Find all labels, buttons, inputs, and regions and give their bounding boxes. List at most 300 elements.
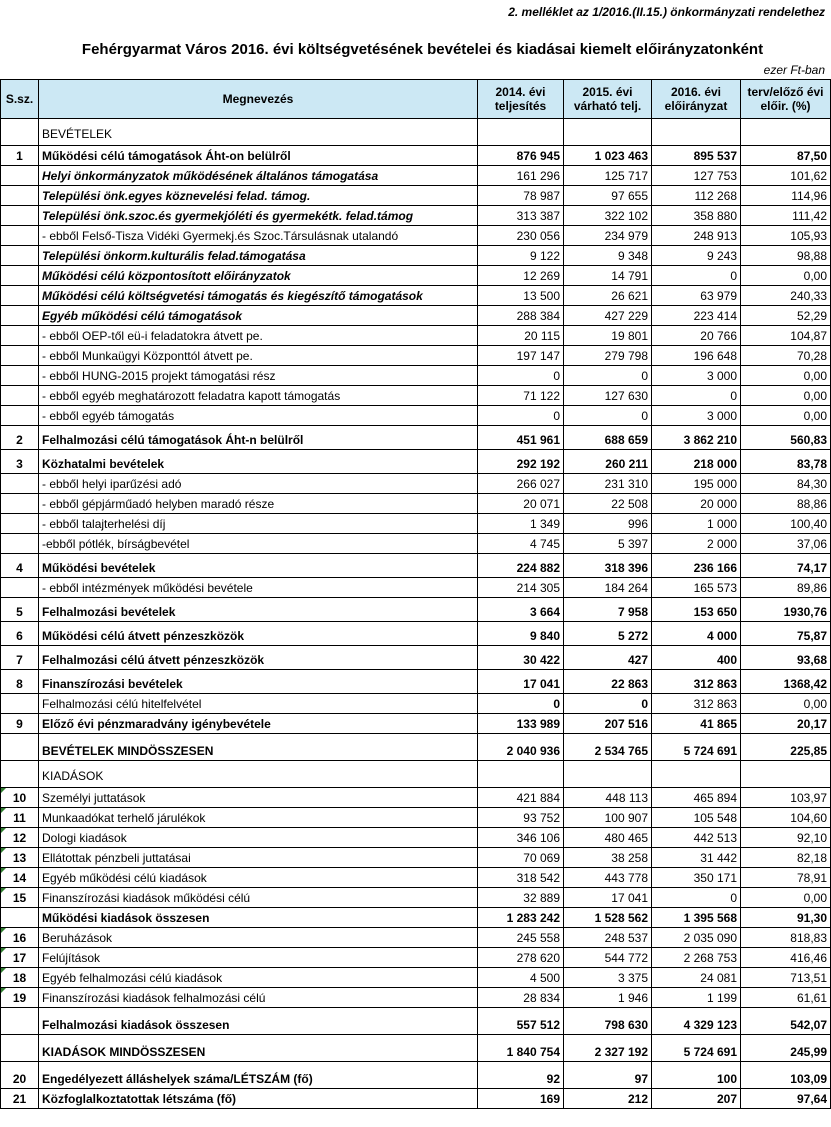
value-2015-cell[interactable]: 3 375 <box>564 968 652 988</box>
row-label-cell[interactable]: Egyéb működési célú támogatások <box>39 306 478 326</box>
row-label-cell[interactable]: Települési önk.egyes köznevelési felad. támog. <box>39 186 478 206</box>
row-label-cell[interactable]: - ebből OEP-től eü-i feladatokra átvett pe. <box>39 326 478 346</box>
value-2016-cell[interactable]: 165 573 <box>652 578 741 598</box>
row-label-cell[interactable]: Ellátottak pénzbeli juttatásai <box>39 848 478 868</box>
value-2016-cell[interactable]: 4 329 123 <box>652 1008 741 1035</box>
row-number-cell[interactable]: 8 <box>1 670 39 694</box>
value-2016-cell[interactable]: 195 000 <box>652 474 741 494</box>
ratio-cell[interactable]: 52,29 <box>741 306 831 326</box>
row-number-cell[interactable]: 12 <box>1 828 39 848</box>
value-2015-cell[interactable]: 22 508 <box>564 494 652 514</box>
table-row <box>1 1089 831 1109</box>
value-2015-cell[interactable]: 1 023 463 <box>564 146 652 166</box>
ratio-cell[interactable]: 114,96 <box>741 186 831 206</box>
ratio-cell[interactable]: 20,17 <box>741 714 831 734</box>
row-number-cell[interactable] <box>1 386 39 406</box>
ratio-cell[interactable]: 98,88 <box>741 246 831 266</box>
value-2015-cell[interactable]: 279 798 <box>564 346 652 366</box>
row-label-cell[interactable]: Munkaadókat terhelő járulékok <box>39 808 478 828</box>
ratio-cell[interactable]: 82,18 <box>741 848 831 868</box>
row-label-cell[interactable]: Engedélyezett álláshelyek száma/LÉTSZÁM (fő) <box>39 1062 478 1089</box>
row-number-cell[interactable] <box>1 1035 39 1062</box>
table-row <box>1 988 831 1008</box>
value-2016-cell[interactable]: 312 863 <box>652 670 741 694</box>
value-2014-cell[interactable] <box>478 761 564 788</box>
value-2015-cell[interactable]: 26 621 <box>564 286 652 306</box>
value-2014-cell[interactable]: 2 040 936 <box>478 734 564 761</box>
row-number-cell[interactable] <box>1 908 39 928</box>
row-number-cell[interactable] <box>1 306 39 326</box>
row-number-cell[interactable]: 3 <box>1 450 39 474</box>
row-number-cell[interactable]: 7 <box>1 646 39 670</box>
value-2015-cell[interactable]: 248 537 <box>564 928 652 948</box>
value-2015-cell[interactable]: 1 528 562 <box>564 908 652 928</box>
value-2016-cell[interactable]: 112 268 <box>652 186 741 206</box>
ratio-cell[interactable]: 103,09 <box>741 1062 831 1089</box>
ratio-cell[interactable]: 0,00 <box>741 266 831 286</box>
ratio-cell[interactable] <box>741 761 831 788</box>
ratio-cell[interactable]: 0,00 <box>741 888 831 908</box>
ratio-cell[interactable]: 1930,76 <box>741 598 831 622</box>
value-2016-cell[interactable]: 153 650 <box>652 598 741 622</box>
value-2014-cell[interactable]: 20 071 <box>478 494 564 514</box>
value-2015-cell[interactable] <box>564 119 652 146</box>
ratio-cell[interactable]: 1368,42 <box>741 670 831 694</box>
value-2014-cell[interactable]: 12 269 <box>478 266 564 286</box>
row-label-cell[interactable]: - ebből Felső-Tisza Vidéki Gyermekj.és Szoc.Társulásnak utalandó <box>39 226 478 246</box>
row-label-cell[interactable]: Felhalmozási célú hitelfelvétel <box>39 694 478 714</box>
value-2016-cell[interactable]: 2 000 <box>652 534 741 554</box>
ratio-cell[interactable]: 93,68 <box>741 646 831 670</box>
value-2015-cell[interactable]: 427 229 <box>564 306 652 326</box>
value-2014-cell[interactable]: 70 069 <box>478 848 564 868</box>
value-2014-cell[interactable]: 28 834 <box>478 988 564 1008</box>
value-2016-cell[interactable]: 196 648 <box>652 346 741 366</box>
header-ssz[interactable]: S.sz. <box>1 80 39 119</box>
value-2014-cell[interactable]: 266 027 <box>478 474 564 494</box>
value-2016-cell[interactable]: 236 166 <box>652 554 741 578</box>
value-2016-cell[interactable]: 2 035 090 <box>652 928 741 948</box>
row-label-cell[interactable]: - ebből HUNG-2015 projekt támogatási rész <box>39 366 478 386</box>
ratio-cell[interactable]: 100,40 <box>741 514 831 534</box>
ratio-cell[interactable]: 61,61 <box>741 988 831 1008</box>
value-2016-cell[interactable]: 442 513 <box>652 828 741 848</box>
value-2016-cell[interactable]: 0 <box>652 888 741 908</box>
value-2014-cell[interactable]: 93 752 <box>478 808 564 828</box>
value-2015-cell[interactable]: 0 <box>564 694 652 714</box>
value-2016-cell[interactable]: 350 171 <box>652 868 741 888</box>
row-number-cell[interactable] <box>1 694 39 714</box>
value-2015-cell[interactable]: 2 534 765 <box>564 734 652 761</box>
row-number-cell[interactable] <box>1 534 39 554</box>
row-label-cell[interactable]: Működési célú átvett pénzeszközök <box>39 622 478 646</box>
row-label-cell[interactable]: Működési bevételek <box>39 554 478 578</box>
value-2015-cell[interactable]: 17 041 <box>564 888 652 908</box>
value-2015-cell[interactable]: 448 113 <box>564 788 652 808</box>
value-2016-cell[interactable]: 0 <box>652 386 741 406</box>
ratio-cell[interactable]: 245,99 <box>741 1035 831 1062</box>
value-2014-cell[interactable]: 557 512 <box>478 1008 564 1035</box>
table-row <box>1 908 831 928</box>
row-number-cell[interactable] <box>1 366 39 386</box>
value-2014-cell[interactable]: 92 <box>478 1062 564 1089</box>
value-2016-cell[interactable]: 5 724 691 <box>652 734 741 761</box>
row-label-cell[interactable]: - ebből egyéb meghatározott feladatra kapott támogatás <box>39 386 478 406</box>
row-number-cell[interactable] <box>1 119 39 146</box>
value-2015-cell[interactable]: 1 946 <box>564 988 652 1008</box>
table-row <box>1 326 831 346</box>
row-number-cell[interactable]: 15 <box>1 888 39 908</box>
row-number-cell[interactable]: 19 <box>1 988 39 1008</box>
header-2016[interactable]: 2016. évi előirányzat <box>652 80 741 119</box>
value-2014-cell[interactable]: 1 349 <box>478 514 564 534</box>
value-2016-cell[interactable]: 31 442 <box>652 848 741 868</box>
ratio-cell[interactable]: 416,46 <box>741 948 831 968</box>
row-number-cell[interactable] <box>1 206 39 226</box>
value-2016-cell[interactable]: 127 753 <box>652 166 741 186</box>
row-label-cell[interactable]: KIADÁSOK MINDÖSSZESEN <box>39 1035 478 1062</box>
row-number-cell[interactable] <box>1 346 39 366</box>
value-2016-cell[interactable]: 105 548 <box>652 808 741 828</box>
row-label-cell[interactable]: Finanszírozási kiadások működési célú <box>39 888 478 908</box>
value-2015-cell[interactable]: 125 717 <box>564 166 652 186</box>
ratio-cell[interactable]: 105,93 <box>741 226 831 246</box>
row-number-cell[interactable]: 14 <box>1 868 39 888</box>
value-2014-cell[interactable]: 230 056 <box>478 226 564 246</box>
value-2014-cell[interactable]: 133 989 <box>478 714 564 734</box>
ratio-cell[interactable]: 83,78 <box>741 450 831 474</box>
row-number-cell[interactable] <box>1 186 39 206</box>
row-number-cell[interactable] <box>1 326 39 346</box>
value-2016-cell[interactable]: 9 243 <box>652 246 741 266</box>
value-2016-cell[interactable]: 248 913 <box>652 226 741 246</box>
row-number-cell[interactable]: 1 <box>1 146 39 166</box>
value-2015-cell[interactable]: 996 <box>564 514 652 534</box>
value-2015-cell[interactable]: 427 <box>564 646 652 670</box>
ratio-cell[interactable]: 818,83 <box>741 928 831 948</box>
value-2014-cell[interactable]: 4 745 <box>478 534 564 554</box>
ratio-cell[interactable]: 0,00 <box>741 366 831 386</box>
row-number-cell[interactable]: 5 <box>1 598 39 622</box>
value-2016-cell[interactable]: 5 724 691 <box>652 1035 741 1062</box>
ratio-cell[interactable]: 97,64 <box>741 1089 831 1109</box>
row-label-cell[interactable]: Finanszírozási kiadások felhalmozási célú <box>39 988 478 1008</box>
table-row <box>1 186 831 206</box>
row-label-cell[interactable]: Felhalmozási célú támogatások Áht-n belülről <box>39 426 478 450</box>
table-row <box>1 366 831 386</box>
header-row <box>1 80 831 119</box>
value-2014-cell[interactable]: 78 987 <box>478 186 564 206</box>
value-2015-cell[interactable] <box>564 761 652 788</box>
row-label-cell[interactable]: Egyéb felhalmozási célú kiadások <box>39 968 478 988</box>
row-number-cell[interactable] <box>1 494 39 514</box>
value-2014-cell[interactable]: 346 106 <box>478 828 564 848</box>
row-number-cell[interactable]: 6 <box>1 622 39 646</box>
value-2015-cell[interactable]: 19 801 <box>564 326 652 346</box>
value-2016-cell[interactable]: 223 414 <box>652 306 741 326</box>
table-row <box>1 948 831 968</box>
ratio-cell[interactable]: 542,07 <box>741 1008 831 1035</box>
table-row <box>1 1008 831 1035</box>
value-2014-cell[interactable]: 9 122 <box>478 246 564 266</box>
row-number-cell[interactable]: 9 <box>1 714 39 734</box>
value-2014-cell[interactable]: 4 500 <box>478 968 564 988</box>
value-2014-cell[interactable]: 451 961 <box>478 426 564 450</box>
row-label-cell[interactable]: Egyéb működési célú kiadások <box>39 868 478 888</box>
row-label-cell[interactable]: Személyi juttatások <box>39 788 478 808</box>
value-2016-cell[interactable]: 3 862 210 <box>652 426 741 450</box>
row-label-cell[interactable]: Működési célú támogatások Áht-on belülről <box>39 146 478 166</box>
value-2016-cell[interactable]: 1 199 <box>652 988 741 1008</box>
value-2015-cell[interactable]: 38 258 <box>564 848 652 868</box>
row-label-cell[interactable]: KIADÁSOK <box>39 761 478 788</box>
table-row <box>1 534 831 554</box>
value-2014-cell[interactable]: 1 283 242 <box>478 908 564 928</box>
row-number-cell[interactable] <box>1 761 39 788</box>
value-2015-cell[interactable]: 0 <box>564 406 652 426</box>
value-2015-cell[interactable]: 5 272 <box>564 622 652 646</box>
value-2014-cell[interactable]: 169 <box>478 1089 564 1109</box>
row-number-cell[interactable]: 11 <box>1 808 39 828</box>
header-ratio[interactable]: terv/előző évi előir. (%) <box>741 80 831 119</box>
ratio-cell[interactable]: 101,62 <box>741 166 831 186</box>
row-number-cell[interactable] <box>1 578 39 598</box>
value-2015-cell[interactable]: 97 <box>564 1062 652 1089</box>
value-2014-cell[interactable]: 224 882 <box>478 554 564 578</box>
ratio-cell[interactable]: 78,91 <box>741 868 831 888</box>
value-2015-cell[interactable]: 234 979 <box>564 226 652 246</box>
value-2015-cell[interactable]: 184 264 <box>564 578 652 598</box>
table-row <box>1 166 831 186</box>
value-2015-cell[interactable]: 97 655 <box>564 186 652 206</box>
value-2014-cell[interactable]: 318 542 <box>478 868 564 888</box>
row-number-cell[interactable] <box>1 734 39 761</box>
ratio-cell[interactable]: 89,86 <box>741 578 831 598</box>
value-2015-cell[interactable]: 207 516 <box>564 714 652 734</box>
row-label-cell[interactable]: - ebből gépjárműadó helyben maradó része <box>39 494 478 514</box>
ratio-cell[interactable]: 225,85 <box>741 734 831 761</box>
row-label-cell[interactable]: Helyi önkormányzatok működésének általános támogatása <box>39 166 478 186</box>
row-label-cell[interactable]: - ebből talajterhelési díj <box>39 514 478 534</box>
value-2015-cell[interactable]: 798 630 <box>564 1008 652 1035</box>
value-2015-cell[interactable]: 231 310 <box>564 474 652 494</box>
value-2016-cell[interactable]: 0 <box>652 266 741 286</box>
value-2014-cell[interactable]: 245 558 <box>478 928 564 948</box>
row-number-cell[interactable]: 10 <box>1 788 39 808</box>
row-label-cell[interactable]: Dologi kiadások <box>39 828 478 848</box>
value-2016-cell[interactable]: 2 268 753 <box>652 948 741 968</box>
ratio-cell[interactable]: 0,00 <box>741 386 831 406</box>
row-label-cell[interactable]: Felújítások <box>39 948 478 968</box>
row-label-cell[interactable]: - ebből egyéb támogatás <box>39 406 478 426</box>
row-number-cell[interactable]: 13 <box>1 848 39 868</box>
row-number-cell[interactable] <box>1 1008 39 1035</box>
row-label-cell[interactable]: Közfoglalkoztatottak létszáma (fő) <box>39 1089 478 1109</box>
value-2015-cell[interactable]: 22 863 <box>564 670 652 694</box>
row-number-cell[interactable] <box>1 226 39 246</box>
row-label-cell[interactable]: Felhalmozási bevételek <box>39 598 478 622</box>
table-row <box>1 286 831 306</box>
value-2015-cell[interactable]: 2 327 192 <box>564 1035 652 1062</box>
header-2014[interactable]: 2014. évi teljesítés <box>478 80 564 119</box>
row-label-cell[interactable]: - ebből Munkaügyi Központtól átvett pe. <box>39 346 478 366</box>
ratio-cell[interactable]: 240,33 <box>741 286 831 306</box>
row-label-cell[interactable]: BEVÉTELEK MINDÖSSZESEN <box>39 734 478 761</box>
value-2015-cell[interactable]: 14 791 <box>564 266 652 286</box>
value-2014-cell[interactable]: 9 840 <box>478 622 564 646</box>
value-2014-cell[interactable]: 71 122 <box>478 386 564 406</box>
row-number-cell[interactable] <box>1 286 39 306</box>
value-2014-cell[interactable]: 0 <box>478 406 564 426</box>
ratio-cell[interactable]: 713,51 <box>741 968 831 988</box>
row-number-cell[interactable] <box>1 406 39 426</box>
value-2014-cell[interactable]: 32 889 <box>478 888 564 908</box>
value-2016-cell[interactable]: 1 000 <box>652 514 741 534</box>
ratio-cell[interactable]: 104,60 <box>741 808 831 828</box>
value-2014-cell[interactable]: 288 384 <box>478 306 564 326</box>
row-number-cell[interactable]: 16 <box>1 928 39 948</box>
row-label-cell[interactable]: Közhatalmi bevételek <box>39 450 478 474</box>
value-2014-cell[interactable]: 30 422 <box>478 646 564 670</box>
value-2015-cell[interactable]: 100 907 <box>564 808 652 828</box>
value-2016-cell[interactable]: 312 863 <box>652 694 741 714</box>
value-2016-cell[interactable]: 20 766 <box>652 326 741 346</box>
value-2014-cell[interactable]: 313 387 <box>478 206 564 226</box>
value-2015-cell[interactable]: 0 <box>564 366 652 386</box>
table-row <box>1 119 831 146</box>
value-2015-cell[interactable]: 544 772 <box>564 948 652 968</box>
row-number-cell[interactable]: 2 <box>1 426 39 450</box>
value-2015-cell[interactable]: 260 211 <box>564 450 652 474</box>
value-2016-cell[interactable] <box>652 119 741 146</box>
value-2016-cell[interactable]: 465 894 <box>652 788 741 808</box>
row-number-cell[interactable] <box>1 514 39 534</box>
row-number-cell[interactable]: 4 <box>1 554 39 578</box>
value-2015-cell[interactable]: 322 102 <box>564 206 652 226</box>
value-2015-cell[interactable]: 443 778 <box>564 868 652 888</box>
row-number-cell[interactable]: 21 <box>1 1089 39 1109</box>
row-label-cell[interactable]: Működési kiadások összesen <box>39 908 478 928</box>
ratio-cell[interactable]: 74,17 <box>741 554 831 578</box>
value-2014-cell[interactable]: 292 192 <box>478 450 564 474</box>
value-2016-cell[interactable]: 41 865 <box>652 714 741 734</box>
budget-table <box>0 79 831 1109</box>
value-2016-cell[interactable]: 63 979 <box>652 286 741 306</box>
value-2016-cell[interactable]: 100 <box>652 1062 741 1089</box>
ratio-cell[interactable]: 103,97 <box>741 788 831 808</box>
row-label-cell[interactable]: - ebből intézmények működési bevétele <box>39 578 478 598</box>
row-label-cell[interactable]: Felhalmozási célú átvett pénzeszközök <box>39 646 478 670</box>
value-2016-cell[interactable]: 358 880 <box>652 206 741 226</box>
value-2016-cell[interactable]: 400 <box>652 646 741 670</box>
value-2014-cell[interactable]: 161 296 <box>478 166 564 186</box>
header-2015[interactable]: 2015. évi várható telj. <box>564 80 652 119</box>
value-2014-cell[interactable]: 0 <box>478 694 564 714</box>
row-number-cell[interactable] <box>1 166 39 186</box>
value-2016-cell[interactable] <box>652 761 741 788</box>
ratio-cell[interactable]: 111,42 <box>741 206 831 226</box>
row-label-cell[interactable]: Működési célú költségvetési támogatás és kiegészítő támogatások <box>39 286 478 306</box>
table-row <box>1 598 831 622</box>
value-2016-cell[interactable]: 3 000 <box>652 406 741 426</box>
value-2015-cell[interactable]: 212 <box>564 1089 652 1109</box>
ratio-cell[interactable]: 91,30 <box>741 908 831 928</box>
table-row <box>1 386 831 406</box>
value-2015-cell[interactable]: 9 348 <box>564 246 652 266</box>
value-2015-cell[interactable]: 127 630 <box>564 386 652 406</box>
ratio-cell[interactable]: 0,00 <box>741 694 831 714</box>
value-2016-cell[interactable]: 3 000 <box>652 366 741 386</box>
value-2014-cell[interactable]: 876 945 <box>478 146 564 166</box>
value-2016-cell[interactable]: 24 081 <box>652 968 741 988</box>
ratio-cell[interactable]: 84,30 <box>741 474 831 494</box>
row-number-cell[interactable] <box>1 474 39 494</box>
row-number-cell[interactable]: 17 <box>1 948 39 968</box>
value-2015-cell[interactable]: 688 659 <box>564 426 652 450</box>
value-2015-cell[interactable]: 318 396 <box>564 554 652 578</box>
value-2014-cell[interactable]: 197 147 <box>478 346 564 366</box>
value-2014-cell[interactable]: 13 500 <box>478 286 564 306</box>
value-2014-cell[interactable] <box>478 119 564 146</box>
value-2016-cell[interactable]: 1 395 568 <box>652 908 741 928</box>
value-2016-cell[interactable]: 895 537 <box>652 146 741 166</box>
ratio-cell[interactable]: 92,10 <box>741 828 831 848</box>
ratio-cell[interactable]: 104,87 <box>741 326 831 346</box>
row-number-cell[interactable] <box>1 266 39 286</box>
value-2016-cell[interactable]: 20 000 <box>652 494 741 514</box>
row-label-cell[interactable]: Előző évi pénzmaradvány igénybevétele <box>39 714 478 734</box>
value-2014-cell[interactable]: 3 664 <box>478 598 564 622</box>
header-name[interactable]: Megnevezés <box>39 80 478 119</box>
ratio-cell[interactable]: 560,83 <box>741 426 831 450</box>
ratio-cell[interactable]: 0,00 <box>741 406 831 426</box>
row-label-cell[interactable]: BEVÉTELEK <box>39 119 478 146</box>
row-number-cell[interactable]: 20 <box>1 1062 39 1089</box>
ratio-cell[interactable] <box>741 119 831 146</box>
table-row <box>1 622 831 646</box>
value-2015-cell[interactable]: 480 465 <box>564 828 652 848</box>
value-2014-cell[interactable]: 1 840 754 <box>478 1035 564 1062</box>
value-2016-cell[interactable]: 207 <box>652 1089 741 1109</box>
row-number-cell[interactable] <box>1 246 39 266</box>
value-2015-cell[interactable]: 7 958 <box>564 598 652 622</box>
ratio-cell[interactable]: 70,28 <box>741 346 831 366</box>
value-2016-cell[interactable]: 218 000 <box>652 450 741 474</box>
value-2015-cell[interactable]: 5 397 <box>564 534 652 554</box>
table-row <box>1 514 831 534</box>
value-2014-cell[interactable]: 0 <box>478 366 564 386</box>
row-label-cell[interactable]: Települési önk.szoc.és gyermekjóléti és gyermekétk. felad.támog <box>39 206 478 226</box>
value-2014-cell[interactable]: 214 305 <box>478 578 564 598</box>
ratio-cell[interactable]: 37,06 <box>741 534 831 554</box>
ratio-cell[interactable]: 87,50 <box>741 146 831 166</box>
value-2014-cell[interactable]: 421 884 <box>478 788 564 808</box>
row-label-cell[interactable]: Működési célú központosított előirányzatok <box>39 266 478 286</box>
row-number-cell[interactable]: 18 <box>1 968 39 988</box>
row-label-cell[interactable]: - ebből helyi iparűzési adó <box>39 474 478 494</box>
ratio-cell[interactable]: 75,87 <box>741 622 831 646</box>
value-2014-cell[interactable]: 17 041 <box>478 670 564 694</box>
row-label-cell[interactable]: Beruházások <box>39 928 478 948</box>
value-2014-cell[interactable]: 20 115 <box>478 326 564 346</box>
value-2016-cell[interactable]: 4 000 <box>652 622 741 646</box>
value-2014-cell[interactable]: 278 620 <box>478 948 564 968</box>
row-label-cell[interactable]: Finanszírozási bevételek <box>39 670 478 694</box>
ratio-cell[interactable]: 88,86 <box>741 494 831 514</box>
row-label-cell[interactable]: Felhalmozási kiadások összesen <box>39 1008 478 1035</box>
row-label-cell[interactable]: -ebből pótlék, bírságbevétel <box>39 534 478 554</box>
row-label-cell[interactable]: Települési önkorm.kulturális felad.támogatása <box>39 246 478 266</box>
